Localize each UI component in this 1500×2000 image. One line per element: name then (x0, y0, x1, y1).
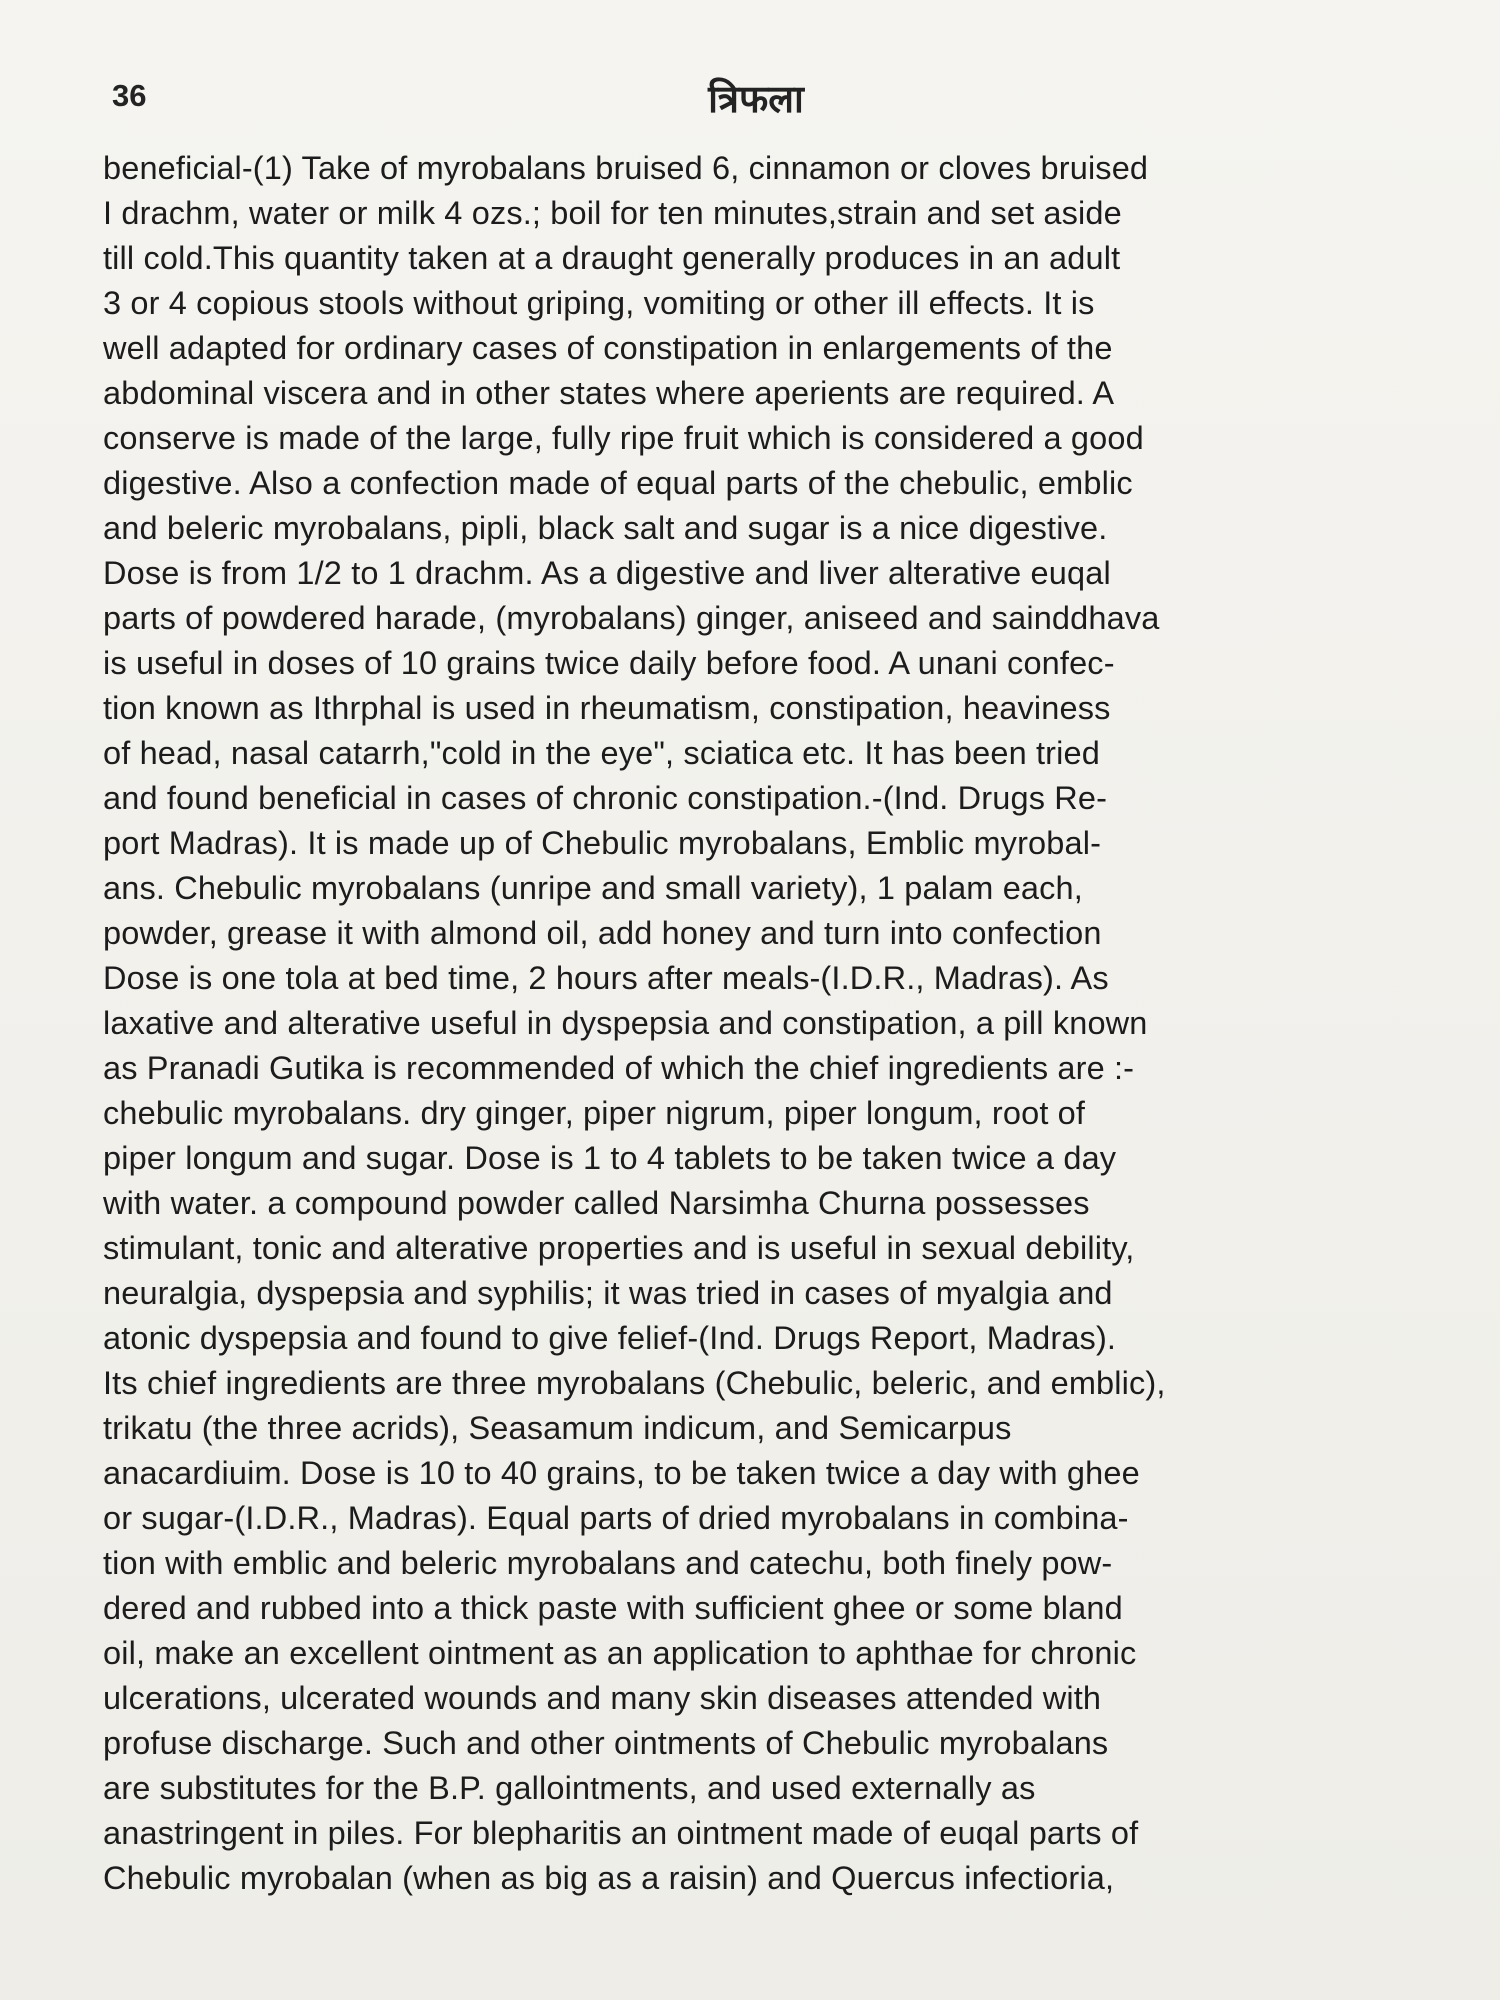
text-line: Dose is one tola at bed time, 2 hours after meals-(I.D.R., Madras). As (103, 960, 1109, 996)
text-line: Dose is from 1/2 to 1 drachm. As a digestive and liver alterative euqal (103, 555, 1111, 591)
text-line: parts of powdered harade, (myrobalans) ginger, aniseed and sainddhava (103, 600, 1160, 636)
text-line: piper longum and sugar. Dose is 1 to 4 tablets to be taken twice a day (103, 1140, 1117, 1176)
text-line: I drachm, water or milk 4 ozs.; boil for ten minutes,strain and set aside (103, 195, 1122, 231)
text-line: well adapted for ordinary cases of constipation in enlargements of the (103, 330, 1113, 366)
body-text (103, 146, 1405, 1901)
text-line: oil, make an excellent ointment as an application to aphthae for chronic (103, 1635, 1137, 1671)
text-line: 3 or 4 copious stools without griping, vomiting or other ill effects. It is (103, 285, 1095, 321)
text-line: and beleric myrobalans, pipli, black salt and sugar is a nice digestive. (103, 510, 1108, 546)
text-line: neuralgia, dyspepsia and syphilis; it was tried in cases of myalgia and (103, 1275, 1113, 1311)
text-line: chebulic myrobalans. dry ginger, piper nigrum, piper longum, root of (103, 1095, 1086, 1131)
text-line: stimulant, tonic and alterative properties and is useful in sexual debility, (103, 1230, 1135, 1266)
text-line: ulcerations, ulcerated wounds and many skin diseases attended with (103, 1680, 1102, 1716)
text-line: are substitutes for the B.P. gallointments, and used externally as (103, 1770, 1036, 1806)
text-line: Chebulic myrobalan (when as big as a raisin) and Quercus infectioria, (103, 1860, 1115, 1896)
text-line: conserve is made of the large, fully ripe fruit which is considered a good (103, 420, 1144, 456)
text-line: ans. Chebulic myrobalans (unripe and small variety), 1 palam each, (103, 870, 1083, 906)
text-line: is useful in doses of 10 grains twice daily before food. A unani confec- (103, 645, 1115, 681)
text-line: beneficial-(1) Take of myrobalans bruised 6, cinnamon or cloves bruised (103, 150, 1149, 186)
running-title: त्रिफला (708, 77, 804, 121)
text-line: atonic dyspepsia and found to give felief-(Ind. Drugs Report, Madras). (103, 1320, 1117, 1356)
text-line: laxative and alterative useful in dyspepsia and constipation, a pill known (103, 1005, 1148, 1041)
text-line: anastringent in piles. For blepharitis an ointment made of euqal parts of (103, 1815, 1139, 1851)
text-line: as Pranadi Gutika is recommended of which the chief ingredients are :- (103, 1050, 1135, 1086)
text-line: till cold.This quantity taken at a draught generally produces in an adult (103, 240, 1121, 276)
text-line: abdominal viscera and in other states where aperients are required. A (103, 375, 1115, 411)
text-line: anacardiuim. Dose is 10 to 40 grains, to be taken twice a day with ghee (103, 1455, 1140, 1491)
text-line: dered and rubbed into a thick paste with sufficient ghee or some bland (103, 1590, 1123, 1626)
text-line: and found beneficial in cases of chronic constipation.-(Ind. Drugs Re- (103, 780, 1108, 816)
text-line: powder, grease it with almond oil, add honey and turn into confection (103, 915, 1102, 951)
text-line: of head, nasal catarrh,"cold in the eye", sciatica etc. It has been tried (103, 735, 1100, 771)
text-line: port Madras). It is made up of Chebulic myrobalans, Emblic myrobal- (103, 825, 1102, 861)
text-line: trikatu (the three acrids), Seasamum indicum, and Semicarpus (103, 1410, 1012, 1446)
text-line: tion known as Ithrphal is used in rheumatism, constipation, heaviness (103, 690, 1111, 726)
text-line: Its chief ingredients are three myrobalans (Chebulic, beleric, and emblic), (103, 1365, 1166, 1401)
page-header (112, 72, 1400, 122)
page-number: 36 (112, 78, 147, 113)
text-line: with water. a compound powder called Narsimha Churna possesses (103, 1185, 1090, 1221)
text-line: or sugar-(I.D.R., Madras). Equal parts of dried myrobalans in combina- (103, 1500, 1129, 1536)
text-line: tion with emblic and beleric myrobalans and catechu, both finely pow- (103, 1545, 1113, 1581)
text-line: digestive. Also a confection made of equal parts of the chebulic, emblic (103, 465, 1133, 501)
text-line: profuse discharge. Such and other ointments of Chebulic myrobalans (103, 1725, 1109, 1761)
